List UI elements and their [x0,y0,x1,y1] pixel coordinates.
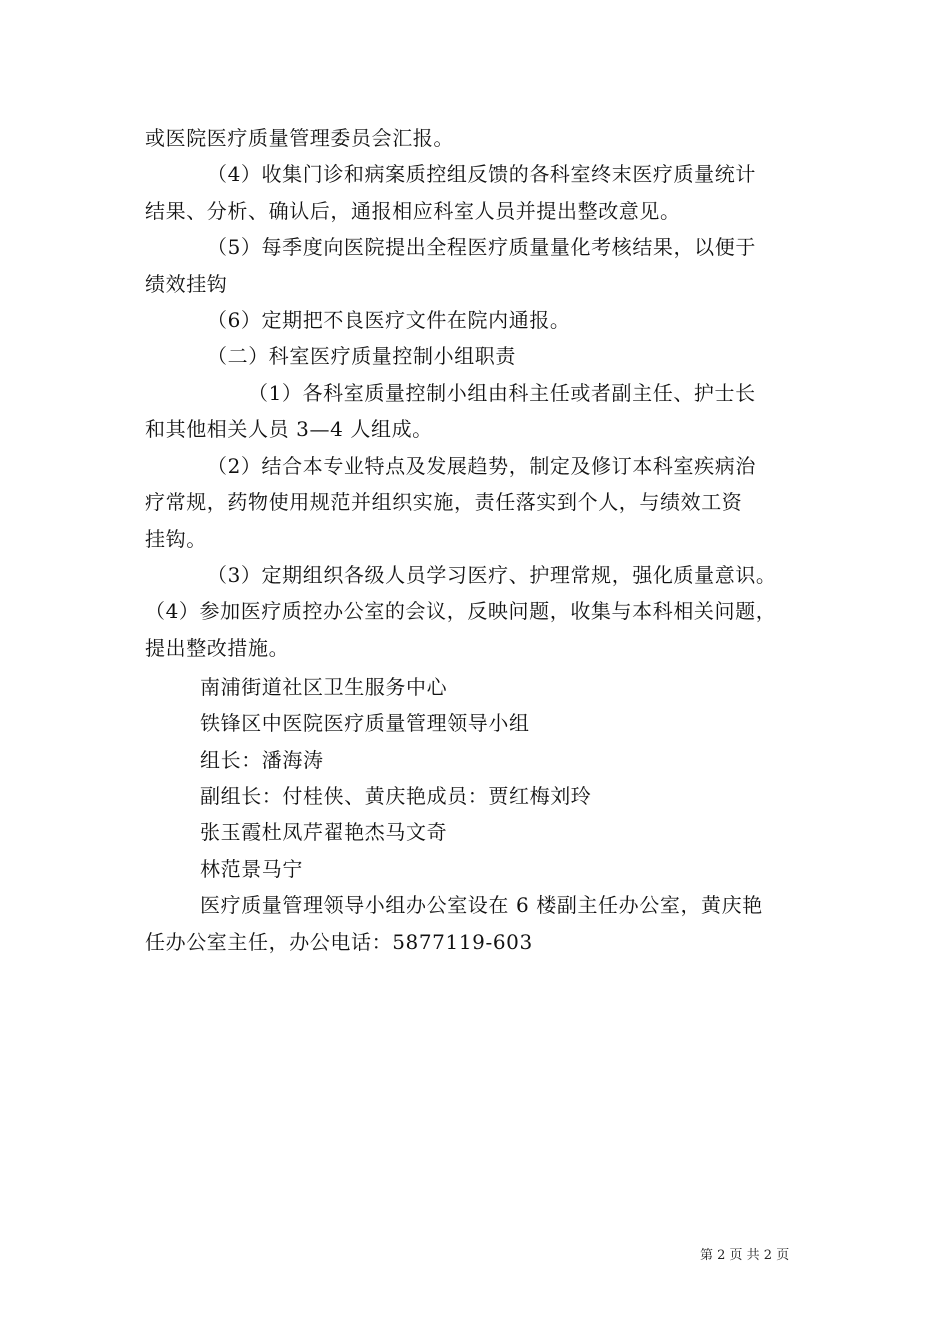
group-leader: 组长：潘海涛 [200,748,324,772]
text-line: 或医院医疗质量管理委员会汇报。 [145,126,454,150]
text-line: （4）参加医疗质控办公室的会议，反映问题，收集与本科相关问题， [145,599,777,623]
contact-line: 任办公室主任，办公电话：5877119-603 [145,930,533,954]
group-title: 铁锋区中医院医疗质量管理领导小组 [200,711,530,735]
text-line: 绩效挂钩 [145,272,228,296]
text-line: （5）每季度向医院提出全程医疗质量量化考核结果，以便于 [207,235,756,259]
section-heading: （二）科室医疗质量控制小组职责 [207,344,516,368]
page-number: 第 2 页 共 2 页 [700,1248,790,1263]
text-line: （1）各科室质量控制小组由科主任或者副主任、护士长 [248,381,756,405]
group-members: 林范景马宁 [200,857,303,881]
text-line: 医疗质量管理领导小组办公室设在 6 楼副主任办公室，黄庆艳 [200,893,763,917]
text-line: （2）结合本专业特点及发展趋势，制定及修订本科室疾病治 [207,454,756,478]
organization-name: 南浦街道社区卫生服务中心 [200,675,448,699]
group-members: 张玉霞杜凤芹翟艳杰马文奇 [200,820,448,844]
text-line: 疗常规，药物使用规范并组织实施，责任落实到个人，与绩效工资 [145,490,743,514]
text-line: （4）收集门诊和病案质控组反馈的各科室终末医疗质量统计 [207,162,756,186]
text-line: （3）定期组织各级人员学习医疗、护理常规，强化质量意识。 [207,563,777,587]
text-line: 结果、分析、确认后，通报相应科室人员并提出整改意见。 [145,199,681,223]
text-line: （6）定期把不良医疗文件在院内通报。 [207,308,571,332]
text-line: 提出整改措施。 [145,636,290,660]
group-members: 副组长：付桂侠、黄庆艳成员：贾红梅刘玲 [200,784,592,808]
text-line: 挂钩。 [145,527,207,551]
text-line: 和其他相关人员 3—4 人组成。 [145,417,433,441]
